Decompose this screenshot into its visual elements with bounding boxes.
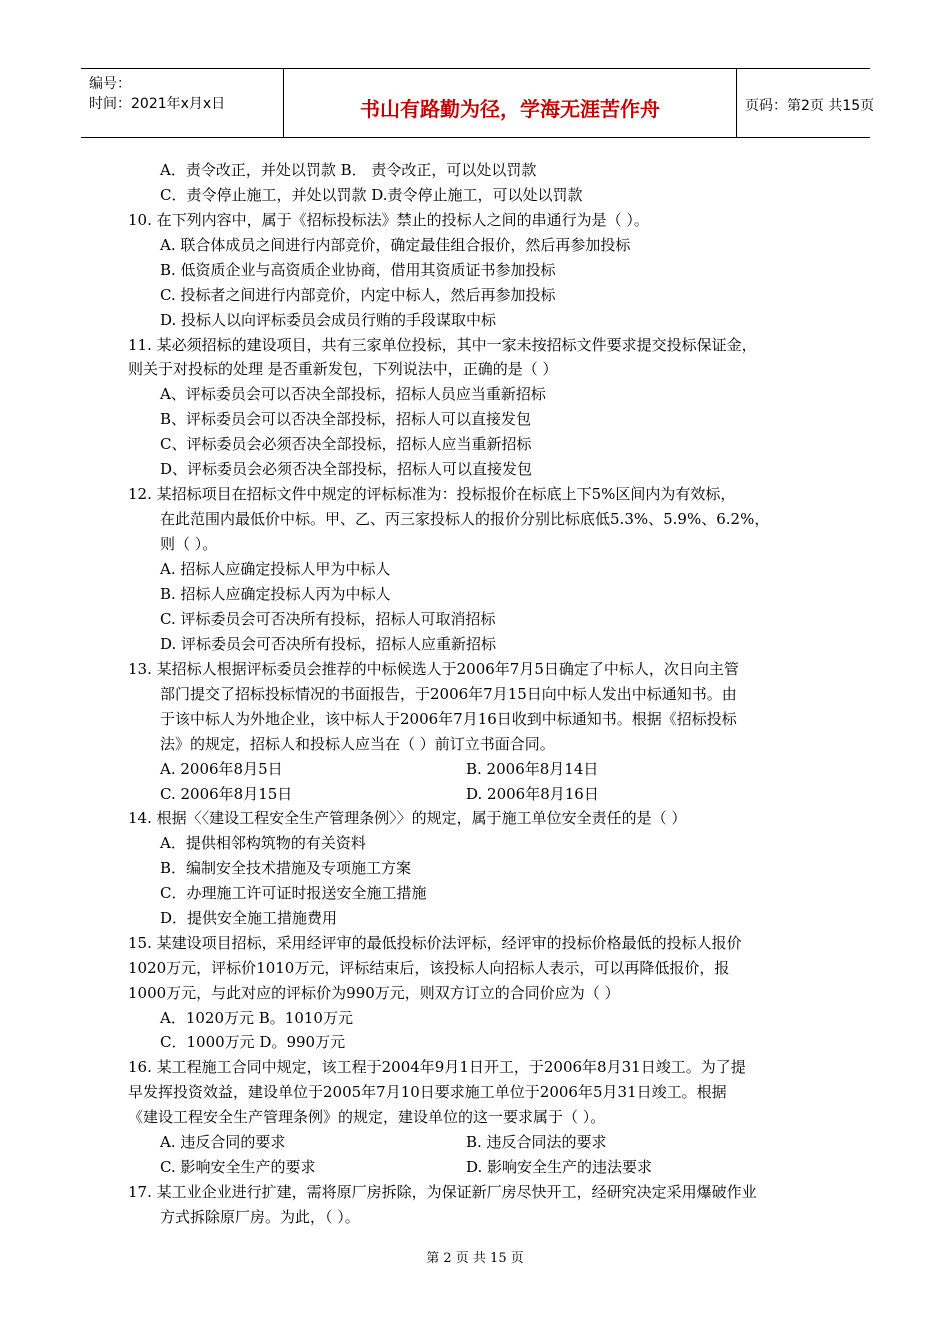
question-12-line-3: 则（ ）。 — [160, 535, 218, 553]
q14-option-b: B．编制安全技术措施及专项施工方案 — [160, 859, 412, 877]
question-16-line-3: 《建设工程安全生产管理条例》的规定，建设单位的这一要求属于（ ）。 — [128, 1108, 606, 1126]
q10-option-b: B. 低资质企业与高资质企业协商，借用其资质证书参加投标 — [160, 261, 556, 279]
q12-option-d: D. 评标委员会可否决所有投标，招标人应重新招标 — [160, 635, 497, 653]
q9-options-ab: A．责令改正，并处以罚款 B． 责令改正，可以处以罚款 — [160, 161, 537, 179]
question-11-line-2: 则关于对投标的处理 是否重新发包，下列说法中，正确的是（ ） — [128, 360, 558, 378]
q12-option-b: B. 招标人应确定投标人丙为中标人 — [160, 585, 391, 603]
question-15-line-2: 1020万元，评标价1010万元，评标结束后，该投标人向招标人表示，可以再降低报价，报 — [128, 959, 730, 977]
header-middle-cell — [283, 69, 737, 137]
q14-option-a: A．提供相邻构筑物的有关资料 — [160, 834, 366, 852]
q16-option-a: A. 违反合同的要求 — [160, 1133, 286, 1151]
page-footer: 第 2 页 共 15 页 — [426, 1251, 524, 1266]
header-left-cell — [81, 69, 283, 137]
question-16-line-1: 16. 某工程施工合同中规定，该工程于2004年9月1日开工，于2006年8月31日竣工。为了提 — [128, 1058, 746, 1076]
document-number-label: 编号： — [89, 76, 131, 92]
question-15-line-3: 1000万元，与此对应的评标价为990万元，则双方订立的合同价应为（ ） — [128, 984, 620, 1002]
q16-option-b: B. 违反合同法的要求 — [466, 1133, 607, 1151]
question-17-line-2: 方式拆除原厂房。为此，（ ）。 — [160, 1208, 360, 1226]
question-13-line-1: 13. 某招标人根据评标委员会推荐的中标候选人于2006年7月5日确定了中标人，次日向主管 — [128, 660, 739, 678]
question-12-line-1: 12. 某招标项目在招标文件中规定的评标标准为：投标报价在标底上下5%区间内为有效标， — [128, 485, 736, 503]
q13-option-b: B. 2006年8月14日 — [466, 760, 599, 778]
q14-option-d: D．提供安全施工措施费用 — [160, 909, 338, 927]
header-right-cell — [735, 69, 875, 137]
q9-options-cd: C．责令停止施工，并处以罚款 D.责令停止施工，可以处以罚款 — [160, 186, 583, 204]
question-16-line-2: 早发挥投资效益，建设单位于2005年7月10日要求施工单位于2006年5月31日竣工。根据 — [128, 1083, 727, 1101]
document-date-label: 时间：2021年x月x日 — [89, 96, 226, 112]
question-14: 14. 根据〈〈建设工程安全生产管理条例〉〉的规定，属于施工单位安全责任的是（ ） — [128, 809, 687, 827]
question-12-line-2: 在此范围内最低价中标。甲、乙、丙三家投标人的报价分别比标底低5.3%、5.9%、6.2%， — [160, 510, 770, 528]
q16-option-d: D. 影响安全生产的违法要求 — [466, 1158, 653, 1176]
q10-option-a: A. 联合体成员之间进行内部竞价，确定最佳组合报价，然后再参加投标 — [160, 236, 631, 254]
q13-option-c: C. 2006年8月15日 — [160, 785, 293, 803]
q15-options-ab: A．1020万元 B。1010万元 — [160, 1009, 353, 1027]
q12-option-c: C. 评标委员会可否决所有投标，招标人可取消招标 — [160, 610, 496, 628]
q11-option-c: C、评标委员会必须否决全部投标，招标人应当重新招标 — [160, 435, 532, 453]
q14-option-c: C．办理施工许可证时报送安全施工措施 — [160, 884, 427, 902]
q12-option-a: A. 招标人应确定投标人甲为中标人 — [160, 560, 391, 578]
page-header — [81, 68, 875, 138]
q10-option-c: C. 投标者之间进行内部竞价，内定中标人，然后再参加投标 — [160, 286, 556, 304]
question-17-line-1: 17. 某工业企业进行扩建，需将原厂房拆除，为保证新厂房尽快开工，经研究决定采用爆破作业 — [128, 1183, 757, 1201]
q11-option-d: D、评标委员会必须否决全部投标，招标人可以直接发包 — [160, 460, 533, 478]
q13-option-a: A. 2006年8月5日 — [160, 760, 283, 778]
header-motto: 书山有路勤为径，学海无涯苦作舟 — [360, 97, 660, 121]
q11-option-a: A、评标委员会可以否决全部投标，招标人员应当重新招标 — [160, 385, 546, 403]
header-page-info: 页码：第2页 共15页 — [745, 98, 875, 114]
question-11-line-1: 11. 某必须招标的建设项目，共有三家单位投标，其中一家未按招标文件要求提交投标保证金， — [128, 336, 757, 354]
q16-option-c: C. 影响安全生产的要求 — [160, 1158, 316, 1176]
question-13-line-2: 部门提交了招标投标情况的书面报告，于2006年7月15日向中标人发出中标通知书。由 — [160, 685, 737, 703]
q15-options-cd: C．1000万元 D。990万元 — [160, 1033, 346, 1051]
question-15-line-1: 15. 某建设项目招标，采用经评审的最低投标价法评标，经评审的投标价格最低的投标人报价 — [128, 934, 742, 952]
question-10: 10. 在下列内容中，属于《招标投标法》禁止的投标人之间的串通行为是（ ）。 — [128, 211, 649, 229]
q10-option-d: D. 投标人以向评标委员会成员行贿的手段谋取中标 — [160, 311, 497, 329]
question-13-line-4: 法》的规定，招标人和投标人应当在（ ）前订立书面合同。 — [160, 735, 555, 753]
q11-option-b: B、评标委员会可以否决全部投标，招标人可以直接发包 — [160, 410, 532, 428]
q13-option-d: D. 2006年8月16日 — [466, 785, 599, 803]
question-13-line-3: 于该中标人为外地企业，该中标人于2006年7月16日收到中标通知书。根据《招标投标 — [160, 710, 737, 728]
